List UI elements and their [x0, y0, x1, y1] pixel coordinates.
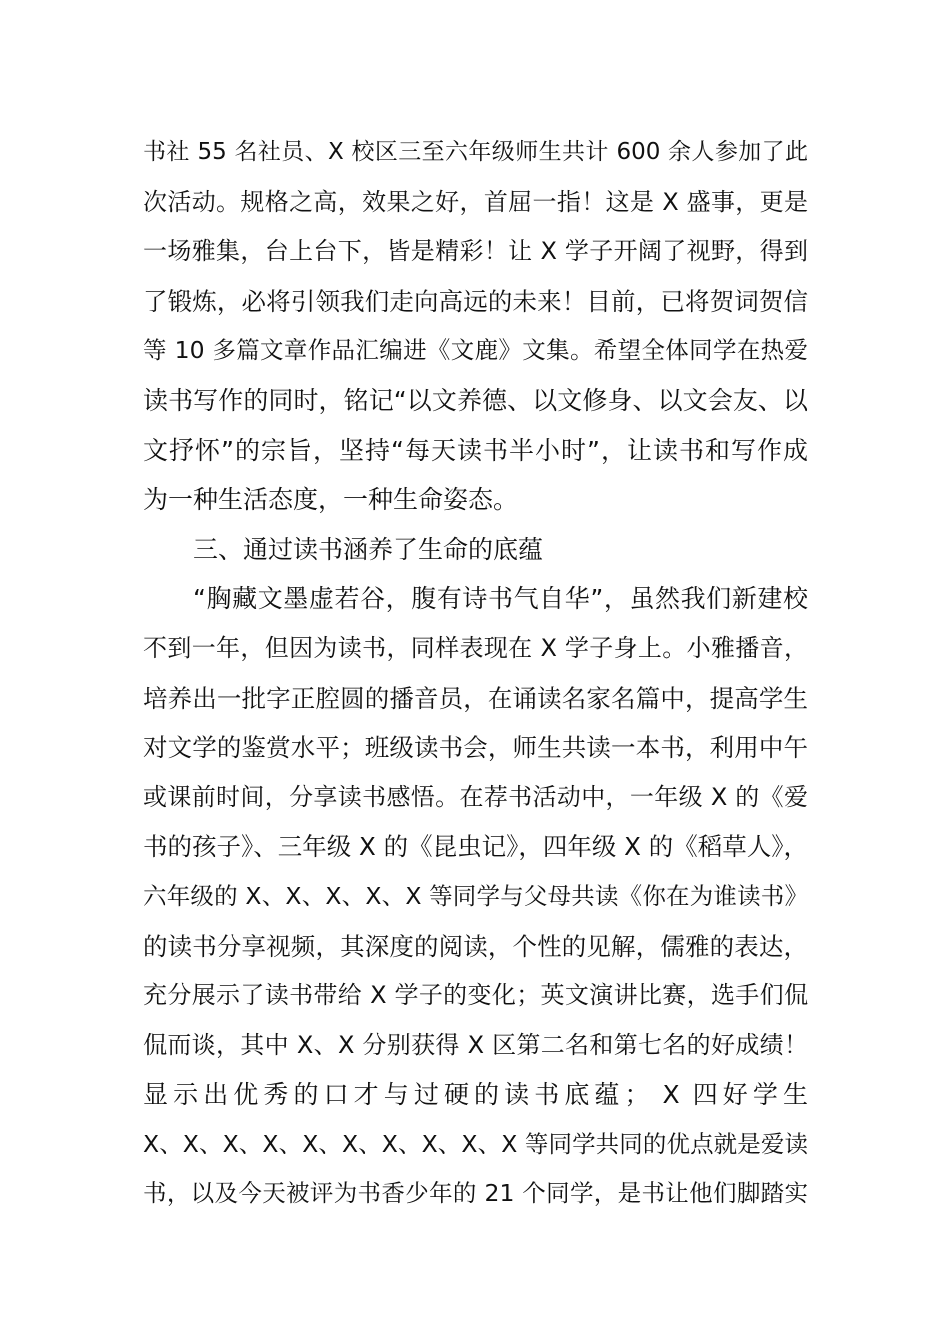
paragraph-line: 显示出优秀的口才与过硬的读书底蕴； X 四好学生 [143, 1080, 808, 1110]
paragraph-line: 书的孩子》、三年级 X 的《昆虫记》，四年级 X 的《稻草人》， [143, 832, 808, 862]
paragraph-line: 侃而谈，其中 X、X 分别获得 X 区第二名和第七名的好成绩！ [143, 1030, 808, 1059]
paragraph-line: 文抒怀”的宗旨，坚持“每天读书半小时”，让读书和写作成 [143, 435, 808, 465]
paragraph-line: 了锻炼，必将引领我们走向高远的未来！目前，已将贺词贺信 [143, 286, 808, 316]
paragraph-line: 为一种生活态度，一种生命姿态。 [143, 485, 519, 515]
paragraph-line: 一场雅集，台上台下，皆是精彩！让 X 学子开阔了视野，得到 [143, 237, 808, 266]
paragraph-line: 六年级的 X、X、X、X、X 等同学与父母共读《你在为谁读书》 [143, 881, 808, 910]
paragraph-line: 对文学的鉴赏水平；班级读书会，师生共读一本书，利用中午 [143, 733, 808, 763]
body-text [143, 128, 808, 1219]
paragraph-line: 充分展示了读书带给 X 学子的变化；英文演讲比赛，选手们侃 [143, 981, 808, 1010]
section-heading: 三、通过读书涵养了生命的底蕴 [193, 534, 544, 564]
paragraph-line: 的读书分享视频，其深度的阅读，个性的见解，儒雅的表达， [143, 931, 808, 961]
paragraph-line: 不到一年，但因为读书，同样表现在 X 学子身上。小雅播音， [143, 633, 808, 662]
paragraph-line: 书社 55 名社员、X 校区三至六年级师生共计 600 余人参加了此 [143, 139, 808, 165]
paragraph-line: 或课前时间，分享读书感悟。在荐书活动中，一年级 X 的《爱 [143, 782, 808, 811]
paragraph-line: 次活动。规格之高，效果之好，首屈一指！这是 X 盛事，更是 [143, 187, 808, 216]
paragraph-line: 读书写作的同时，铭记“以文养德、以文修身、以文会友、以 [143, 385, 808, 415]
paragraph-line: 培养出一批字正腔圆的播音员，在诵读名家名篇中，提高学生 [143, 683, 808, 713]
paragraph-line: X、X、X、X、X、X、X、X、X、X 等同学共同的优点就是爱读 [143, 1129, 808, 1158]
paragraph-line: “胸藏文墨虚若谷，腹有诗书气自华”，虽然我们新建校 [193, 584, 808, 614]
paragraph-line: 书，以及今天被评为书香少年的 21 个同学，是书让他们脚踏实 [143, 1179, 808, 1208]
paragraph-line: 等 10 多篇文章作品汇编进《文鹿》文集。希望全体同学在热爱 [143, 336, 808, 365]
